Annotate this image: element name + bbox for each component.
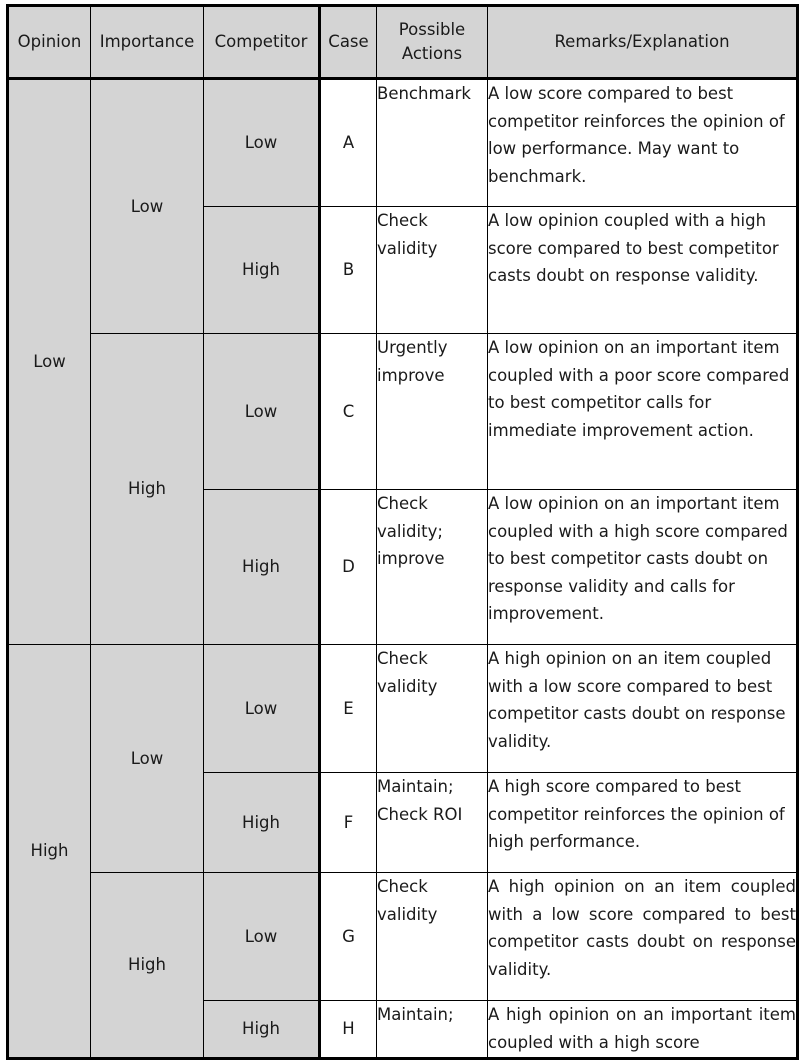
competitor-cell: High xyxy=(204,490,320,645)
case-cell: D xyxy=(320,490,377,645)
case-cell: G xyxy=(320,873,377,1001)
action-cell: Maintain; Check ROI xyxy=(377,773,488,873)
case-cell: H xyxy=(320,1001,377,1059)
remark-cell: A low opinion on an important item coupled with a high score compared to best competitor casts doubt on response validity and calls for improvement. xyxy=(488,490,798,645)
table-row xyxy=(8,334,798,490)
action-cell: Check validity; improve xyxy=(377,490,488,645)
importance-cell: Low xyxy=(91,79,204,334)
action-cell: Maintain; xyxy=(377,1001,488,1059)
case-cell: A xyxy=(320,79,377,207)
importance-cell: High xyxy=(91,873,204,1059)
remark-cell: A high opinion on an item coupled with a low score compared to best competitor casts doubt on response validity. xyxy=(488,873,798,1001)
importance-cell: High xyxy=(91,334,204,645)
table-row xyxy=(8,873,798,1001)
opinion-cell: Low xyxy=(8,79,91,645)
competitor-cell: Low xyxy=(204,79,320,207)
header-row xyxy=(8,6,798,79)
header-opinion: Opinion xyxy=(8,6,91,79)
header-competitor: Competitor xyxy=(204,6,320,79)
competitor-cell: Low xyxy=(204,873,320,1001)
action-cell: Check validity xyxy=(377,873,488,1001)
header-remarks: Remarks/Explanation xyxy=(488,6,798,79)
remark-cell: A high opinion on an item coupled with a low score compared to best competitor casts doubt on response validity. xyxy=(488,645,798,773)
table-row xyxy=(8,645,798,773)
header-possible-actions: Possible Actions xyxy=(377,6,488,79)
competitor-cell: Low xyxy=(204,645,320,773)
header-importance: Importance xyxy=(91,6,204,79)
remark-cell: A low score compared to best competitor reinforces the opinion of low performance. May want to benchmark. xyxy=(488,79,798,207)
remark-cell: A high score compared to best competitor reinforces the opinion of high performance. xyxy=(488,773,798,873)
action-cell: Benchmark xyxy=(377,79,488,207)
decision-matrix-table xyxy=(6,4,799,1060)
opinion-cell: High xyxy=(8,645,91,1059)
remark-cell: A low opinion on an important item coupled with a poor score compared to best competitor calls for immediate improvement action. xyxy=(488,334,798,490)
action-cell: Check validity xyxy=(377,645,488,773)
competitor-cell: High xyxy=(204,1001,320,1059)
remark-cell: A low opinion coupled with a high score compared to best competitor casts doubt on response validity. xyxy=(488,207,798,334)
case-cell: B xyxy=(320,207,377,334)
competitor-cell: High xyxy=(204,773,320,873)
competitor-cell: Low xyxy=(204,334,320,490)
table-row xyxy=(8,79,798,207)
case-cell: F xyxy=(320,773,377,873)
action-cell: Check validity xyxy=(377,207,488,334)
action-cell: Urgently improve xyxy=(377,334,488,490)
header-case: Case xyxy=(320,6,377,79)
importance-cell: Low xyxy=(91,645,204,873)
competitor-cell: High xyxy=(204,207,320,334)
case-cell: C xyxy=(320,334,377,490)
case-cell: E xyxy=(320,645,377,773)
remark-cell: A high opinion on an important item coupled with a high score xyxy=(488,1001,798,1059)
